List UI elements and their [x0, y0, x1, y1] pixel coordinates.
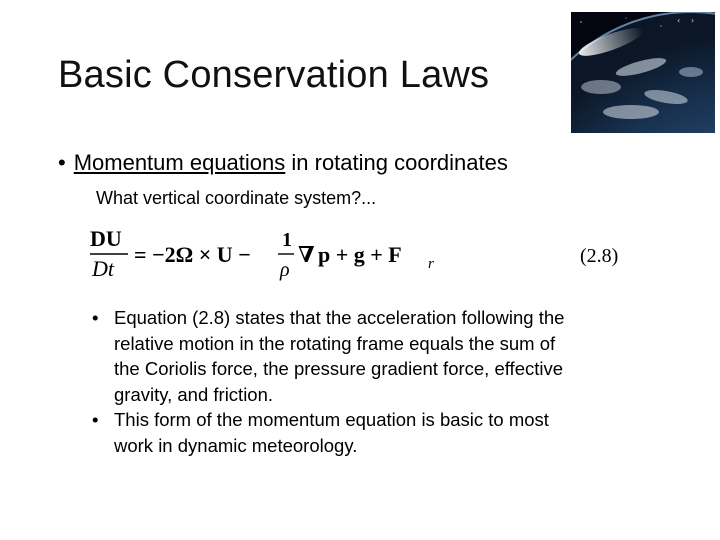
list-item [92, 305, 674, 407]
bullet-rest-text: in rotating coordinates [285, 150, 508, 175]
eq-rhs-part1: = −2Ω × U − [134, 242, 251, 267]
text-line: work in dynamic meteorology. [114, 434, 358, 456]
eq-subscript: r [428, 256, 434, 272]
text-line: the Coriolis force, the pressure gradient force, effective [114, 358, 564, 379]
bullet-marker: • [58, 150, 66, 175]
text-line: Equation (2.8) states that the acceleration following the [114, 307, 565, 328]
eq-lhs-denominator: Dt [92, 256, 114, 281]
momentum-equation [88, 224, 648, 290]
momentum-equations-text: Momentum equations [73, 150, 286, 175]
image-next-icon[interactable]: › [691, 16, 695, 25]
bullet-marker: • [92, 307, 99, 328]
main-bullet [58, 150, 508, 176]
eq-frac-numerator: 1 [282, 229, 292, 251]
eq-label: (2.8) [580, 245, 619, 267]
eq-rhs-part2: p + g + F [318, 242, 402, 267]
list-item [92, 407, 674, 458]
bullet-marker: • [92, 409, 99, 430]
eq-lhs-numerator: DU [90, 226, 122, 251]
text-line: This form of the momentum equation is basic to most [114, 409, 549, 430]
eq-nabla: ∇ [298, 242, 315, 267]
subline-question: What vertical coordinate system?... [96, 188, 377, 208]
image-prev-icon[interactable]: ‹ [677, 16, 681, 25]
eq-frac-denominator: ρ [280, 259, 290, 281]
explanation-list [92, 305, 674, 458]
slide-title: Basic Conservation Laws [58, 54, 490, 96]
text-line: gravity, and friction. [114, 383, 274, 405]
earth-from-space-image [571, 12, 715, 133]
text-line: relative motion in the rotating frame equals the sum of [114, 332, 556, 354]
